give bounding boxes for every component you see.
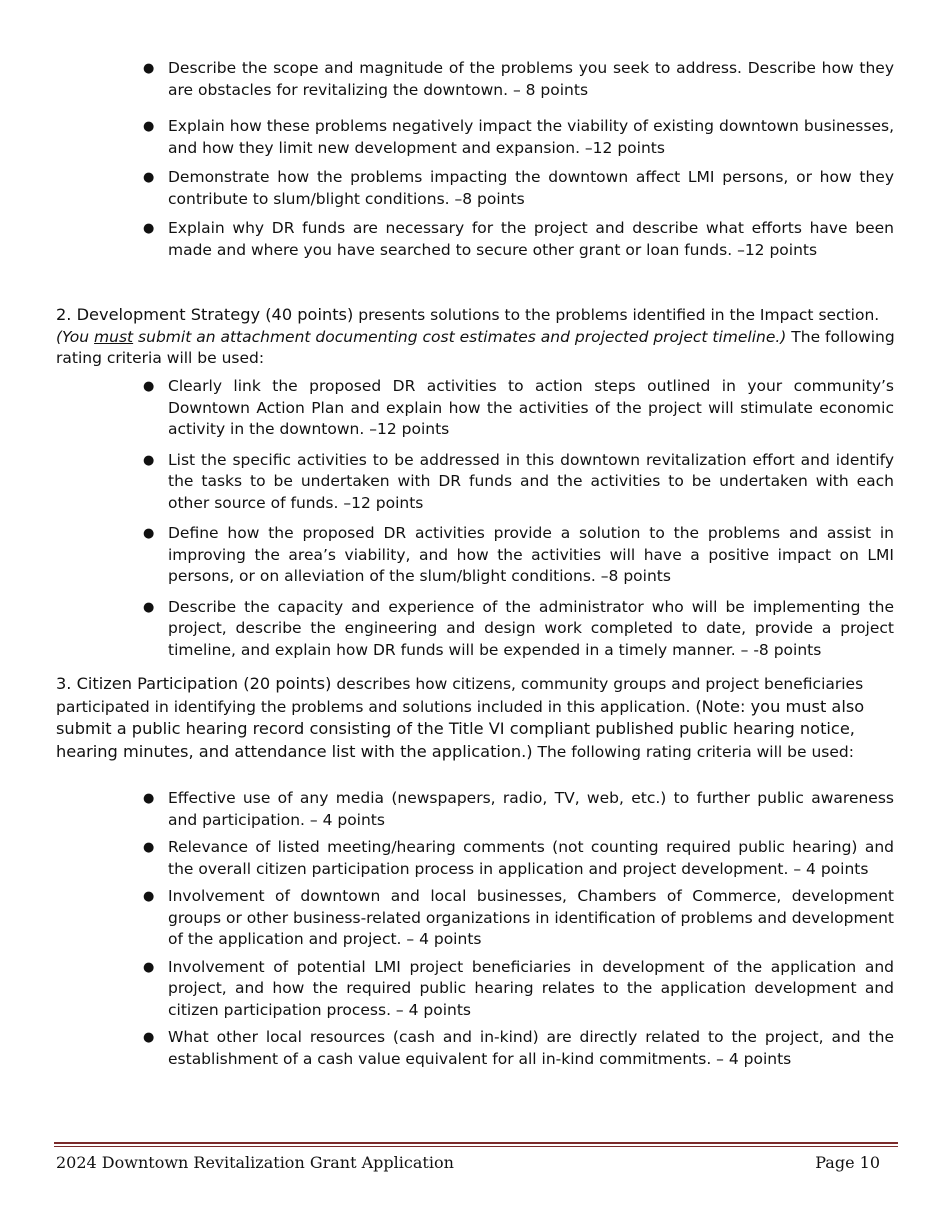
- development-strategy-intro: 2. Development Strategy (40 points) presents solutions to the problems identified in the Impact section. (You must submit an attachment documenting cost estimates and projected project timeline.) The following rating criteria will be used:: [56, 305, 895, 367]
- list-item: ● Relevance of listed meeting/hearing comments (not counting required public hearing) and the overall citizen participation process in application and project development. – 4 points: [143, 838, 894, 878]
- list-item: ● Clearly link the proposed DR activities to action steps outlined in your community’s Downtown Action Plan and explain how the activities of the project will stimulate economic activity in the downtown. –12 points: [143, 377, 894, 438]
- list-item: ● Define how the proposed DR activities provide a solution to the problems and assist in improving the area’s viability, and how the activities will have a positive impact on LMI persons, or on alleviation of the slum/blight conditions. –8 points: [143, 524, 894, 585]
- list-item: ● List the specific activities to be addressed in this downtown revitalization effort and identify the tasks to be undertaken with DR funds and the activities to be undertaken with each other source of funds. –12 points: [143, 450, 894, 512]
- section-title: 3. Citizen Participation (20 points): [56, 674, 332, 693]
- bullet-icon: ●: [143, 61, 155, 76]
- list-item: ● Involvement of potential LMI project beneficiaries in development of the application and project, and how the required public hearing relates to the application development and citizen participation process. – 4 points: [143, 957, 894, 1019]
- list-item: ● What other local resources (cash and in-kind) are directly related to the project, and the establishment of a cash value equivalent for all in-kind commitments. – 4 points: [143, 1028, 894, 1068]
- list-item: ● Explain why DR funds are necessary for the project and describe what efforts have been made and where you have searched to secure other grant or loan funds. –12 points: [143, 219, 894, 259]
- section-title: 2. Development Strategy (40 points): [56, 305, 354, 324]
- bullet-icon: ●: [143, 452, 155, 468]
- list-item: ● Describe the capacity and experience of the administrator who will be implementing the project, describe the engineering and design work completed to date, provide a project timeline, and explain how DR funds will be expended in a timely manner. – -8 points: [143, 597, 894, 659]
- citizen-participation-intro: 3. Citizen Participation (20 points) describes how citizens, community groups and project beneficiaries participated in identifying the problems and solutions included in this application. (Note: you must also submit a public hearing record consisting of the Title VI compliant published public hearing notice, hearing minutes, and attendance list with the application.) The following rating criteria will be used:: [56, 674, 865, 761]
- bullet-icon: ●: [143, 221, 155, 236]
- footer-divider: [54, 1142, 898, 1144]
- list-item: ● Involvement of downtown and local businesses, Chambers of Commerce, development groups or other business-related organizations in identification of problems and development of the application and project. – 4 points: [143, 887, 894, 948]
- list-item: ● Describe the scope and magnitude of the problems you seek to address. Describe how they are obstacles for revitalizing the downtown. – 8 points: [143, 59, 894, 99]
- citizen-participation-list: [140, 788, 894, 1070]
- footer-document-title: 2024 Downtown Revitalization Grant Application: [56, 1153, 454, 1172]
- list-item: ● Effective use of any media (newspapers, radio, TV, web, etc.) to further public awareness and participation. – 4 points: [143, 789, 894, 829]
- bullet-icon: ●: [143, 599, 155, 615]
- footer-page-number: Page 10: [815, 1153, 880, 1172]
- bullet-icon: ●: [143, 840, 155, 855]
- bullet-icon: ●: [143, 889, 155, 904]
- bullet-icon: ●: [143, 1030, 155, 1045]
- bullet-icon: ●: [143, 526, 155, 541]
- development-strategy-list: [140, 376, 894, 661]
- bullet-icon: ●: [143, 170, 155, 185]
- bullet-icon: ●: [143, 959, 155, 975]
- public-hearing-note: (Note: you must also submit a public hearing record consisting of the Title VI compliant published public hearing notice, hearing minutes, and attendance list with the application.): [56, 696, 865, 761]
- list-item: ● Explain how these problems negatively impact the viability of existing downtown businesses, and how they limit new development and expansion. –12 points: [143, 117, 894, 157]
- footer-divider-thin: [54, 1146, 898, 1147]
- bullet-icon: ●: [143, 379, 155, 394]
- bullet-icon: ●: [143, 791, 155, 806]
- bullet-icon: ●: [143, 119, 155, 134]
- list-item: ● Demonstrate how the problems impacting the downtown affect LMI persons, or how they contribute to slum/blight conditions. –8 points: [143, 168, 894, 208]
- impact-criteria-list: [140, 58, 894, 261]
